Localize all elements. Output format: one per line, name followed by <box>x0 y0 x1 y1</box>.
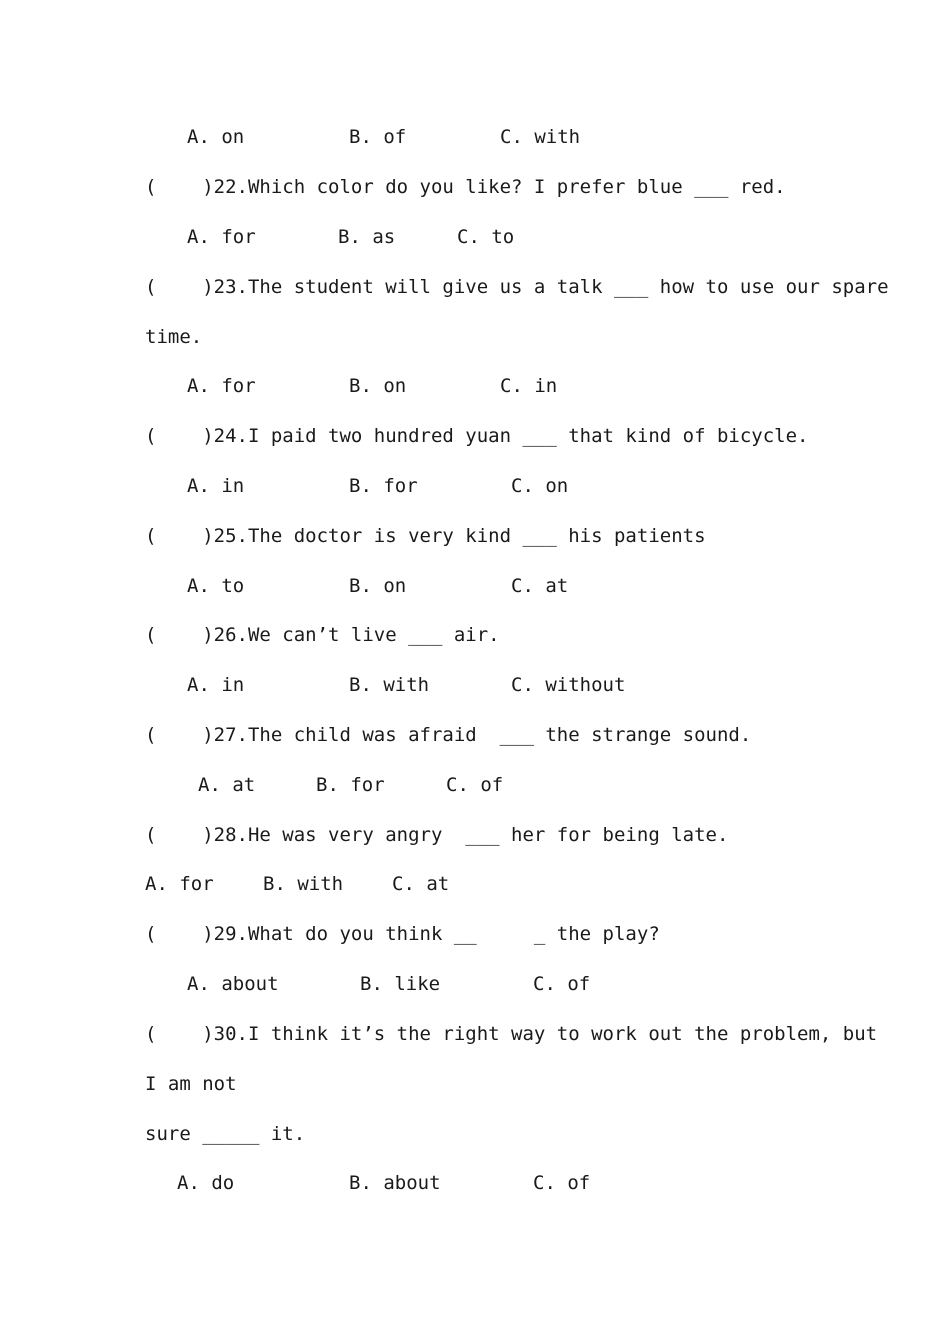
q24-option-c: C. on <box>511 475 569 497</box>
q29-option-a: A. about <box>187 973 279 995</box>
q27-stem: ( )27.The child was afraid ___ the strange sound. <box>145 724 752 746</box>
q28-stem: ( )28.He was very angry ___ her for being late. <box>145 824 729 846</box>
q21-option-c: C. with <box>500 126 581 148</box>
q30-stem-continued-2: sure _____ it. <box>145 1123 306 1145</box>
q26-option-b: B. with <box>349 674 430 696</box>
q29-option-c: C. of <box>533 973 591 995</box>
q22-option-a: A. for <box>187 226 256 248</box>
q26-stem: ( )26.We can’t live ___ air. <box>145 624 500 646</box>
q25-option-b: B. on <box>349 575 407 597</box>
q27-option-a: A. at <box>198 774 256 796</box>
q21-option-a: A. on <box>187 126 245 148</box>
q22-stem: ( )22.Which color do you like? I prefer blue ___ red. <box>145 176 786 198</box>
q22-option-b: B. as <box>338 226 396 248</box>
q28-option-b: B. with <box>263 873 344 895</box>
q28-option-a: A. for <box>145 873 214 895</box>
q23-option-a: A. for <box>187 375 256 397</box>
q24-stem: ( )24.I paid two hundred yuan ___ that kind of bicycle. <box>145 425 809 447</box>
q23-stem-continued: time. <box>145 326 203 348</box>
q26-option-a: A. in <box>187 674 245 696</box>
q29-option-b: B. like <box>360 973 441 995</box>
q23-option-b: B. on <box>349 375 407 397</box>
q30-option-b: B. about <box>349 1172 441 1194</box>
q24-option-a: A. in <box>187 475 245 497</box>
q27-option-b: B. for <box>316 774 385 796</box>
q29-stem: ( )29.What do you think __ _ the play? <box>145 923 660 945</box>
q27-option-c: C. of <box>446 774 504 796</box>
q30-stem: ( )30.I think it’s the right way to work out the problem, but <box>145 1023 878 1045</box>
q24-option-b: B. for <box>349 475 418 497</box>
q26-option-c: C. without <box>511 674 626 696</box>
q23-option-c: C. in <box>500 375 558 397</box>
q30-option-a: A. do <box>177 1172 235 1194</box>
q28-option-c: C. at <box>392 873 450 895</box>
q25-option-c: C. at <box>511 575 569 597</box>
q21-option-b: B. of <box>349 126 407 148</box>
q22-option-c: C. to <box>457 226 515 248</box>
q23-stem: ( )23.The student will give us a talk ___ how to use our spare <box>145 276 889 298</box>
q25-stem: ( )25.The doctor is very kind ___ his patients <box>145 525 706 547</box>
q25-option-a: A. to <box>187 575 245 597</box>
q30-stem-continued-1: I am not <box>145 1073 237 1095</box>
q30-option-c: C. of <box>533 1172 591 1194</box>
